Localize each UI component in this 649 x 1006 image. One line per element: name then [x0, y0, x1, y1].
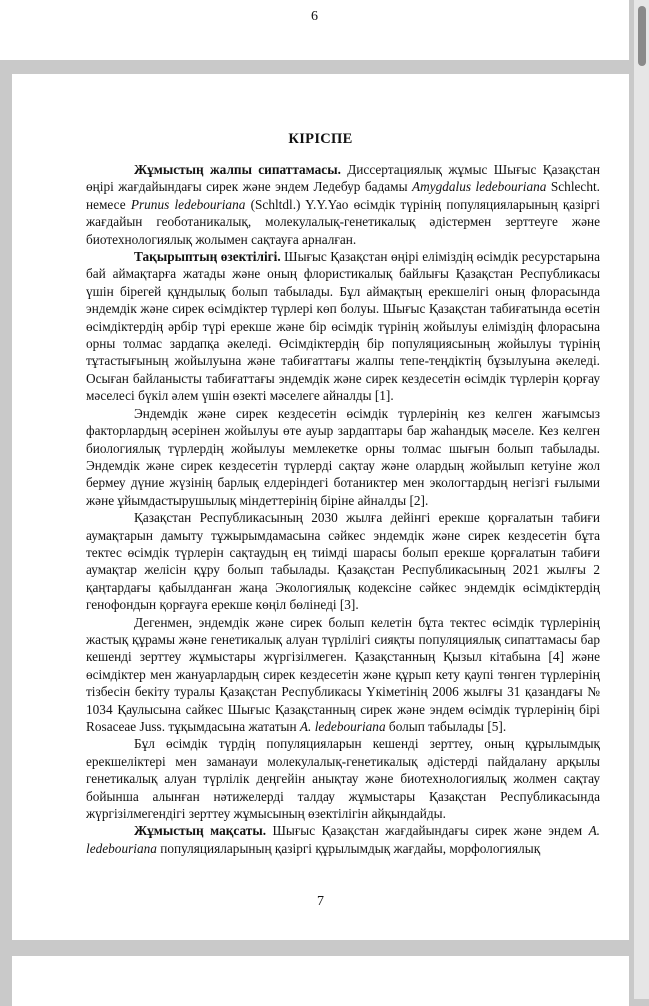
text-span: (Schltdl.) Y.Y.Yao өсімдік түрінің популяцияларының қазіргі жағдайын геоботаникалық, молекулалық-генетикалық әдістермен зерттеуге және биотехнологиялық жолымен сақтауға арналған. [86, 196, 600, 247]
paragraph-protected-areas: Қазақстан Республикасының 2030 жылға дейінгі ерекше қорғалатын табиғи аумақтарын дамыту тұжырымдамасына сәйкес эндемдік және сирек кездесетін бұта тектес өсімдік түрлерін сақтаудың ең тиімді шарасы болып ерекше қорғалатын табиғи аумақтар желісін құру болып табылады. Қазақстан Республикасының 2021 жылғы 2 қаңтардағы қабылданған жаңа Экологиялық кодексіне сәйкес эндемдік өсімдіктердің генофондын қорғауға ерекше көңіл бөлінеді [3]. [86, 510, 600, 613]
paragraph-general-description [86, 161, 600, 248]
species-name: Amygdalus ledebouriana [411, 179, 547, 195]
text-span: Шығыс Қазақстан жағдайындағы сирек және эндем [266, 823, 589, 839]
species-name: Prunus ledebouriana [130, 196, 246, 212]
species-name: A. ledebouriana [299, 719, 386, 734]
document-page [12, 74, 629, 940]
heading-relevance: Тақырыптың өзектілігі. [134, 249, 281, 265]
paragraph-research-gap [86, 614, 600, 736]
page-body [86, 161, 600, 857]
previous-page [0, 0, 629, 60]
text-span: популяцияларының қазіргі құрылымдық жағдайы, морфологиялық [156, 840, 541, 856]
paragraph-objective [86, 822, 600, 857]
heading-objective: Жұмыстың мақсаты. [134, 823, 267, 839]
scrollbar-thumb[interactable] [638, 6, 646, 66]
paragraph-study-relevance: Бұл өсімдік түрдің популяцияларын кешенді зерттеу, оның құрылымдық ерекшеліктері мен заманауи молекулалық-генетикалық әдістерді пайдалану арқылы генетикалық алуан түрлілік деңгейін анықтау және биотехнологиялық жолмен сақтау бойынша алынған нәтижелерді талдау жұмыстары Қазақстан Республикасында жүргізілмегендігі зерттеу жұмысының өзектілігін айқындайды. [86, 736, 600, 822]
paragraph-relevance [86, 248, 600, 405]
paragraph-endemic-extinction: Эндемдік және сирек кездесетін өсімдік түрлерінің кез келген жағымсыз факторлардың әсерінен жойылуы өте ауыр зардаптары бар жаһандық мәселе. Кез келген биологиялық түрлердің жойылуы мемлекетке орны толмас шығын болып табылады. Эндемдік және сирек кездесетін түрлерді сақтау және олардың жойылып кетуіне жол бермеу дүние жүзінің барлық елдеріндегі ботаниктер мен экологтардың негізгі ғылыми және ұйымдастырушылық міндеттерінің біріне айналды [2]. [86, 405, 600, 508]
page-title: КІРІСПЕ [288, 131, 353, 147]
text-span: Диссертациялық жұмыс Шығыс Қазақстан өңірі жағдайындағы сирек және эндем Ледебур бадамы [86, 162, 600, 195]
text-span: болып табылады [5]. [385, 719, 507, 734]
page-number: 7 [317, 894, 324, 909]
text-span: Дегенмен, эндемдік және сирек болып келетін бұта тектес өсімдік түрлерінің жастық құрамы және генетикалық алуан түрлілігі сияқты популяциялық сипаттамасы бар кешенді зерттеу жұмыстары жүргізілмеген. Қазақстанның Қызыл кітабына [4] және өсімдіктер мен жануарлардың сирек кездесетін және құрып кету қаупі төнген түрлерінің тізбесін бекіту туралы Қазақстан Республикасы Үкіметінің 2006 жылғы 31 қазандағы № 1034 Қаулысына сайкес Шығыс Қазақстанның сирек және эндем өсімдік түрлерінің бірі Rosaceae Juss. тұқымдасына жататын [86, 614, 600, 734]
previous-page-number: 6 [311, 9, 318, 24]
text-span: Schlecht. немесе [86, 179, 600, 212]
species-name: A. ledebouriana [86, 823, 601, 856]
heading-general-description: Жұмыстың жалпы сипаттамасы. [134, 162, 341, 177]
text-span: Шығыс Қазақстан өңірі еліміздің өсімдік ресурстарына бай аймақтарға жатады және оның флористикалық байлығы Қазақстан Республикасы үшін бірегей құндылық болып табылады. Бұл аймақтың ерекшелігі оның флорасында эндемдік және сирек өсімдіктер түрлері көп болуы. Шығыс Қазақстан табиғатында өсетін өсімдіктердің әрбір түрі ерекше және бір өсімдік түрінің жойылуы еліміздің флорасына орны толмас зардапқа әкеледі. Өсімдіктердің бір популяциясының жойылуы түрінің тұтастығының жойылуына және табиғаттағы жалпы тепе-теңдіктің бұзылуына әкеледі. Осыған байланысты табиғаттағы эндемдік және сирек кездесетін өсімдік түрлерін қорғау мәселесі бүкіл әлем үшін өзекті мәселеге айналды [1]. [86, 249, 600, 404]
vertical-scrollbar[interactable] [634, 0, 649, 999]
